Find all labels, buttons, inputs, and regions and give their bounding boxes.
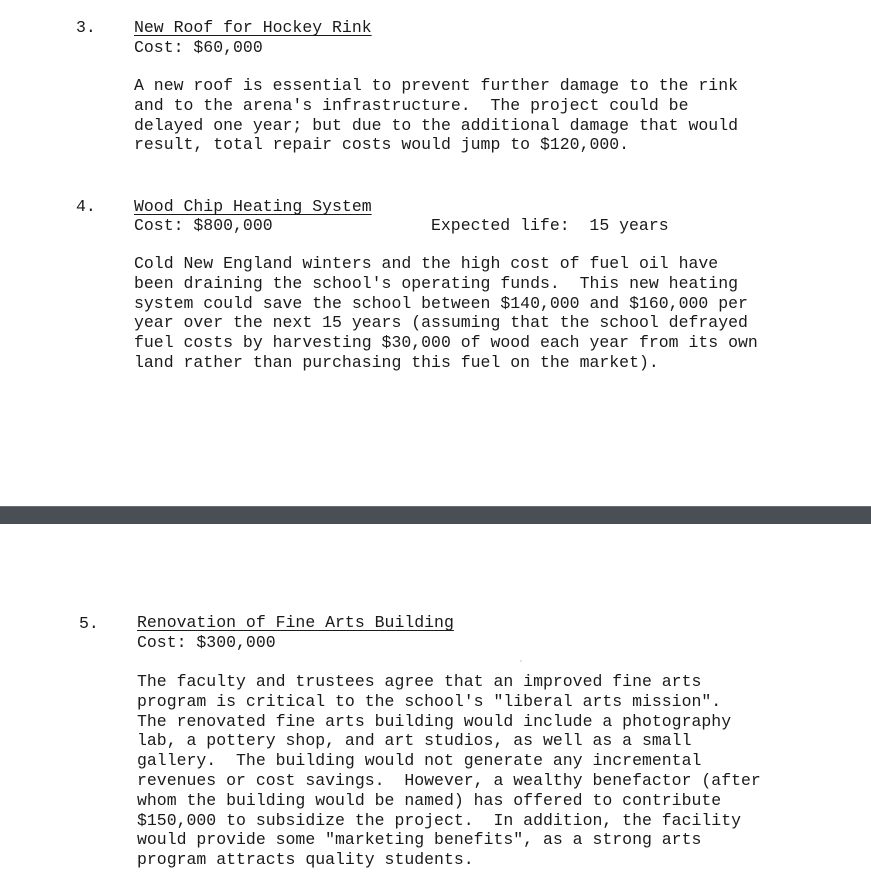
description-line: and to the arena's infrastructure. The project could be: [134, 95, 689, 115]
description-line: A new roof is essential to prevent further damage to the rink: [134, 76, 738, 95]
item-title: Renovation of Fine Arts Building: [137, 613, 454, 632]
description-line: fuel costs by harvesting $30,000 of wood each year from its own: [134, 333, 758, 353]
description-line: The renovated fine arts building would include a photography: [137, 711, 732, 731]
item-cost: Cost: $800,000: [134, 216, 273, 235]
item-cost: Cost: $60,000: [134, 38, 263, 57]
description-line: lab, a pottery shop, and art studios, as well as a small: [137, 731, 692, 751]
item-description: [134, 254, 758, 373]
item-title: Wood Chip Heating System: [134, 197, 372, 216]
description-line: The faculty and trustees agree that an improved fine arts: [137, 672, 702, 691]
item-number: 5.: [79, 614, 99, 633]
description-line: land rather than purchasing this fuel on the market).: [134, 352, 659, 372]
description-line: program is critical to the school's "liberal arts mission".: [137, 691, 722, 711]
item-title: New Roof for Hockey Rink: [134, 18, 372, 37]
item-expected-life: Expected life: 15 years: [431, 216, 669, 235]
description-line: whom the building would be named) has offered to contribute: [137, 790, 722, 810]
item-number: 3.: [76, 18, 96, 37]
description-line: gallery. The building would not generate any incremental: [137, 751, 702, 771]
item-description: [137, 672, 761, 870]
description-line: delayed one year; but due to the additional damage that would: [134, 115, 738, 135]
page-separator: [0, 506, 871, 525]
scan-speck: [520, 660, 522, 662]
description-line: program attracts quality students.: [137, 850, 474, 870]
description-line: been draining the school's operating funds. This new heating: [134, 273, 738, 293]
description-line: revenues or cost savings. However, a wealthy benefactor (after: [137, 770, 761, 790]
description-line: would provide some "marketing benefits", as a strong arts: [137, 830, 702, 850]
item-number: 4.: [76, 197, 96, 216]
description-line: year over the next 15 years (assuming that the school defrayed: [134, 313, 748, 333]
description-line: Cold New England winters and the high cost of fuel oil have: [134, 254, 719, 273]
description-line: result, total repair costs would jump to $120,000.: [134, 135, 630, 155]
document-page-lower: [0, 524, 871, 877]
item-description: [134, 76, 738, 155]
description-line: system could save the school between $140,000 and $160,000 per: [134, 293, 748, 313]
item-cost: Cost: $300,000: [137, 633, 276, 652]
description-line: $150,000 to subsidize the project. In addition, the facility: [137, 810, 741, 830]
